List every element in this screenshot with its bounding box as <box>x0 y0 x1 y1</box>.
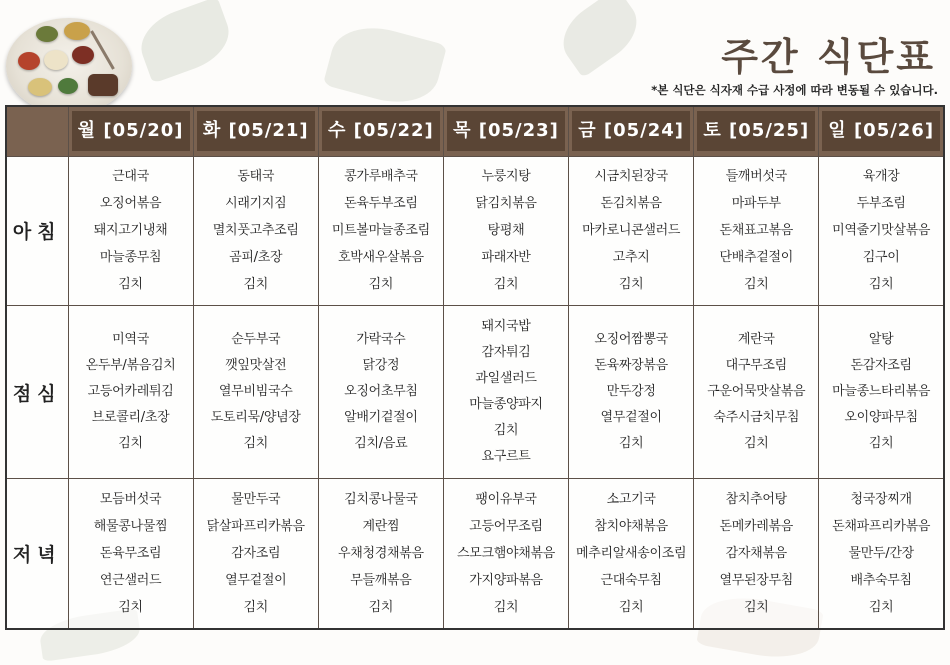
menu-cell <box>318 479 443 629</box>
menu-cell <box>318 306 443 479</box>
menu-item: 가락국수 <box>356 332 406 348</box>
day-header-fri: 금 [05/24] <box>569 106 694 156</box>
menu-cell <box>694 156 819 306</box>
menu-item: 만두강정 <box>606 384 656 400</box>
menu-item: 오징어초무침 <box>344 384 418 400</box>
menu-item: 열무겉절이 <box>600 410 662 426</box>
day-header-thu: 목 [05/23] <box>443 106 568 156</box>
menu-item: 단배추겉절이 <box>719 250 794 266</box>
day-header-sat: 토 [05/25] <box>694 106 819 156</box>
menu-item: 마파두부 <box>731 196 781 212</box>
corner-cell <box>6 106 68 156</box>
menu-item: 고추지 <box>612 250 650 266</box>
menu-item: 돈육짜장볶음 <box>594 358 668 374</box>
menu-item: 알탕 <box>868 332 894 348</box>
menu-cell <box>569 156 694 306</box>
menu-item: 누룽지탕 <box>481 169 531 185</box>
menu-cell <box>819 479 944 629</box>
menu-item: 우채청경채볶음 <box>337 546 424 562</box>
menu-item: 두부조림 <box>856 196 906 212</box>
menu-item: 돈육두부조림 <box>344 196 418 212</box>
menu-item: 감자조림 <box>231 546 281 562</box>
menu-item: 돈메카레볶음 <box>719 519 794 535</box>
menu-item: 김치 <box>243 436 268 452</box>
menu-item: 소고기국 <box>606 492 656 508</box>
menu-item: 돈채표고볶음 <box>719 223 794 239</box>
menu-item: 김치/음료 <box>354 436 408 452</box>
menu-item: 김치 <box>618 277 644 293</box>
menu-item: 김치 <box>243 277 268 293</box>
menu-item: 김치 <box>118 436 143 452</box>
menu-item: 마늘종양파지 <box>469 397 543 413</box>
menu-item: 팽이유부국 <box>475 492 537 508</box>
menu-item: 돈육무조림 <box>99 546 162 562</box>
menu-item: 계란찜 <box>362 519 400 535</box>
menu-cell <box>68 306 193 479</box>
menu-item: 돼지국밥 <box>481 319 531 335</box>
menu-item: 오징어짬뽕국 <box>594 332 668 348</box>
menu-item: 근대숙무침 <box>600 573 662 589</box>
menu-cell <box>193 156 318 306</box>
menu-item: 요구르트 <box>481 449 531 465</box>
menu-item: 물만두/간장 <box>848 546 914 562</box>
menu-item: 참치야채볶음 <box>594 519 668 535</box>
menu-item: 멸치풋고추조림 <box>212 223 299 239</box>
menu-item: 무들깨볶음 <box>350 573 412 589</box>
menu-item: 오이양파무침 <box>844 410 918 426</box>
menu-item: 김치 <box>744 277 769 293</box>
menu-item: 구운어묵맛살볶음 <box>707 384 806 400</box>
menu-item: 고등어무조림 <box>469 519 543 535</box>
menu-item: 김치 <box>368 600 394 616</box>
menu-item: 감자튀김 <box>481 345 531 361</box>
menu-item: 물만두국 <box>231 492 281 508</box>
menu-item: 고등어카레튀김 <box>87 384 174 400</box>
meal-label: 저녁 <box>6 479 68 629</box>
menu-item: 알배기겉절이 <box>344 410 418 426</box>
menu-item: 김치 <box>493 600 519 616</box>
menu-item: 들깨버섯국 <box>725 169 787 185</box>
menu-item: 김치 <box>868 277 894 293</box>
menu-item: 마늘종무침 <box>99 250 162 266</box>
day-header-tue: 화 [05/21] <box>193 106 318 156</box>
menu-item: 돈김치볶음 <box>600 196 662 212</box>
menu-item: 곰피/초장 <box>229 250 283 266</box>
menu-cell <box>193 479 318 629</box>
menu-item: 김치 <box>243 600 268 616</box>
menu-item: 열무겉절이 <box>225 573 287 589</box>
menu-item: 온두부/볶음김치 <box>85 358 176 374</box>
menu-item: 연근샐러드 <box>99 573 162 589</box>
menu-cell <box>569 479 694 629</box>
header <box>0 0 950 104</box>
menu-cell <box>68 156 193 306</box>
menu-item: 탕평채 <box>487 223 525 239</box>
menu-item: 메추리알새송이조림 <box>575 546 687 562</box>
day-header-row <box>6 106 944 156</box>
menu-item: 콩가루배추국 <box>344 169 418 185</box>
menu-item: 동태국 <box>237 169 275 185</box>
lunch-row <box>6 306 944 479</box>
menu-item: 스모크햄야채볶음 <box>456 546 556 562</box>
menu-item: 김치 <box>493 423 519 439</box>
menu-item: 과일샐러드 <box>475 371 537 387</box>
menu-item: 닭강정 <box>362 358 400 374</box>
menu-item: 김치 <box>118 277 143 293</box>
menu-item: 깻잎맛살전 <box>225 358 287 374</box>
menu-cell <box>193 306 318 479</box>
breakfast-row <box>6 156 944 306</box>
menu-item: 대구무조림 <box>725 358 787 374</box>
notice-text: *본 식단은 식자재 수급 사정에 따라 변동될 수 있습니다. <box>651 83 938 97</box>
day-header-mon: 월 [05/20] <box>68 106 193 156</box>
menu-item: 숙주시금치무침 <box>713 410 800 426</box>
menu-item: 김치 <box>618 600 644 616</box>
menu-cell <box>443 156 568 306</box>
menu-item: 호박새우살볶음 <box>337 250 424 266</box>
menu-item: 김치 <box>744 436 769 452</box>
food-plate-image <box>6 18 132 114</box>
menu-item: 가지양파볶음 <box>469 573 543 589</box>
menu-item: 김치 <box>868 600 894 616</box>
menu-item: 브로콜리/초장 <box>91 410 170 426</box>
menu-item: 시래기지짐 <box>225 196 287 212</box>
menu-item: 마늘종느타리볶음 <box>832 384 931 400</box>
menu-item: 육개장 <box>862 169 900 185</box>
menu-item: 청국장찌개 <box>850 492 912 508</box>
menu-item: 열무된장무침 <box>719 573 794 589</box>
menu-cell <box>443 479 568 629</box>
menu-item: 미트볼마늘종조림 <box>331 223 430 239</box>
menu-cell <box>819 306 944 479</box>
menu-item: 파래자반 <box>481 250 531 266</box>
weekly-menu-table <box>5 105 945 630</box>
menu-item: 김치 <box>493 277 519 293</box>
menu-item: 김치 <box>868 436 894 452</box>
menu-item: 해물콩나물찜 <box>93 519 168 535</box>
menu-item: 순두부국 <box>231 332 281 348</box>
menu-cell <box>694 306 819 479</box>
menu-item: 계란국 <box>737 332 775 348</box>
page-title: 주간 식단표 <box>721 35 936 79</box>
menu-cell <box>694 479 819 629</box>
menu-item: 근대국 <box>112 169 149 185</box>
menu-item: 감자채볶음 <box>725 546 787 562</box>
menu-cell <box>819 156 944 306</box>
menu-item: 김치콩나물국 <box>344 492 418 508</box>
menu-item: 오징어볶음 <box>99 196 162 212</box>
menu-item: 미역줄기맛살볶음 <box>832 223 931 239</box>
menu-item: 시금치된장국 <box>594 169 668 185</box>
menu-item: 도토리묵/양념장 <box>210 410 301 426</box>
menu-item: 돈채파프리카볶음 <box>832 519 931 535</box>
menu-item: 김치 <box>118 600 143 616</box>
menu-item: 돈감자조림 <box>850 358 912 374</box>
menu-cell <box>68 479 193 629</box>
menu-item: 김치 <box>618 436 644 452</box>
menu-item: 배추숙무침 <box>850 573 912 589</box>
dinner-row <box>6 479 944 629</box>
menu-cell <box>569 306 694 479</box>
menu-item: 미역국 <box>112 332 149 348</box>
menu-item: 마카로니콘샐러드 <box>582 223 681 239</box>
menu-item: 김치 <box>368 277 394 293</box>
menu-item: 열무비빔국수 <box>218 384 293 400</box>
meal-label: 점심 <box>6 306 68 479</box>
menu-item: 김치 <box>744 600 769 616</box>
meal-label: 아침 <box>6 156 68 306</box>
menu-item: 닭김치볶음 <box>475 196 537 212</box>
menu-item: 닭살파프리카볶음 <box>206 519 305 535</box>
menu-cell <box>443 306 568 479</box>
menu-item: 돼지고기냉채 <box>93 223 168 239</box>
menu-item: 김구이 <box>862 250 900 266</box>
day-header-sun: 일 [05/26] <box>819 106 944 156</box>
menu-item: 참치추어탕 <box>725 492 787 508</box>
menu-cell <box>318 156 443 306</box>
menu-item: 모듬버섯국 <box>99 492 162 508</box>
day-header-wed: 수 [05/22] <box>318 106 443 156</box>
